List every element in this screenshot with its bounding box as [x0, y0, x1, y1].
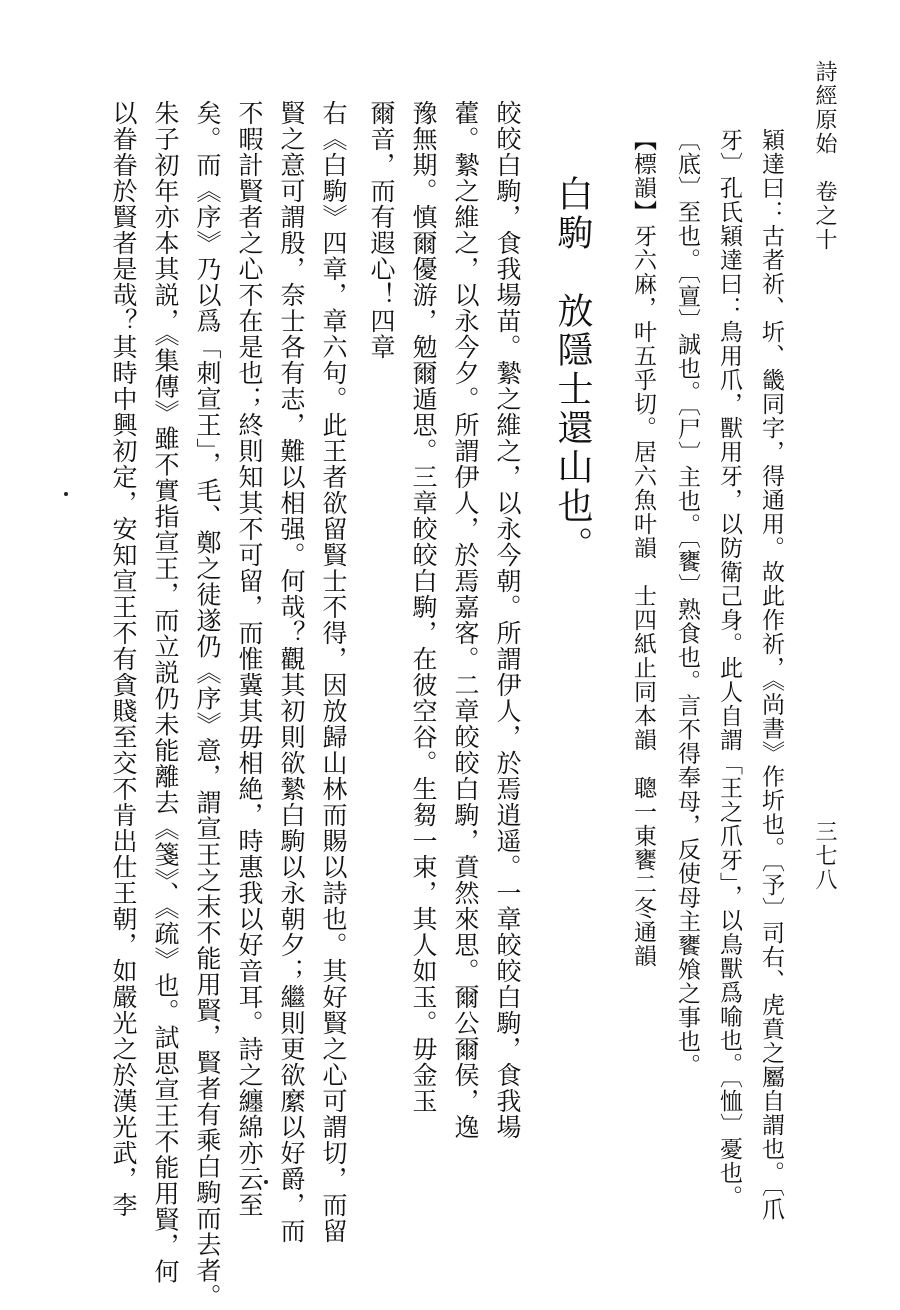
poem-line-3: 豫無期。慎爾優游，勉爾遁思。三章皎皎白駒，在彼空谷。生芻一束，其人如玉。毋金玉	[409, 100, 438, 1114]
discussion-line-5: 朱子初年亦本其説，《集傳》雖不實指宣王，而立説仍未能離去《箋》、《疏》也。試思宣王不能用賢，何	[151, 100, 180, 1285]
scan-speck	[64, 492, 68, 496]
discussion-line-3: 不暇計賢者之心不在是也；終則知其不可留，而惟冀其毋相絶，時惠我以好音耳。詩之纏綿亦云至	[235, 100, 264, 1218]
rhyme-notes: 【標韻】牙六麻，叶五乎切。居六魚叶韻 士四紙止同本韻 聰一東饔二冬通韻	[630, 128, 656, 968]
discussion-line-6: 以眷眷於賢者是哉？其時中興初定，安知宣王不有貪賤至交不肯出仕王朝，如嚴光之於漢光武，李	[109, 100, 138, 1218]
poem-line-2: 藿。縶之維之，以永今夕。所謂伊人，於焉嘉客。二章皎皎白駒，賁然來思。爾公爾侯，逸	[451, 100, 480, 1140]
discussion-line-1: 右《白駒》四章，章六句。此王者欲留賢士不得，因放歸山林而賜以詩也。其好賢之心可謂切，而留	[319, 100, 348, 1244]
commentary-line-1: 穎達曰：古者祈、圻、畿同字，得通用。故此作祈，《尚書》作圻也。〔予〕司右、虎賁之屬自謂也。〔爪	[758, 128, 784, 1222]
commentary-line-2: 牙〕孔氏穎達曰：鳥用爪，獸用牙，以防衛己身。此人自謂「王之爪牙」，以鳥獸爲喻也。〔恤〕憂也。	[716, 128, 742, 1209]
poem-line-4: 爾音，而有遐心！四章	[367, 100, 396, 360]
commentary-line-3: 〔底〕至也。〔亶〕誠也。〔尸〕主也。〔饔〕熟食也。言不得奉母，反使母主饔飧之事也。	[674, 128, 700, 1078]
discussion-line-2: 賢之意可謂殷，奈士各有志，難以相强。何哉？觀其初則欲縶白駒以永朝夕；繼則更欲縻以好爵，而	[277, 100, 306, 1244]
scan-speck	[264, 1180, 268, 1184]
discussion-line-4: 矣。而《序》乃以爲「刺宣王」，毛、鄭之徒遂仍《序》意，謂宣王之末不能用賢，賢者有乘白駒而去者。	[193, 100, 222, 1310]
poem-line-1: 皎皎白駒，食我場苗。縶之維之，以永今朝。所謂伊人，於焉逍遥。一章皎皎白駒，食我場	[493, 100, 522, 1140]
page-number: 三七八	[812, 820, 837, 892]
poem-heading: 白駒 放隱士還山也。	[552, 175, 593, 565]
book-title: 詩經原始 卷之十	[812, 60, 837, 252]
